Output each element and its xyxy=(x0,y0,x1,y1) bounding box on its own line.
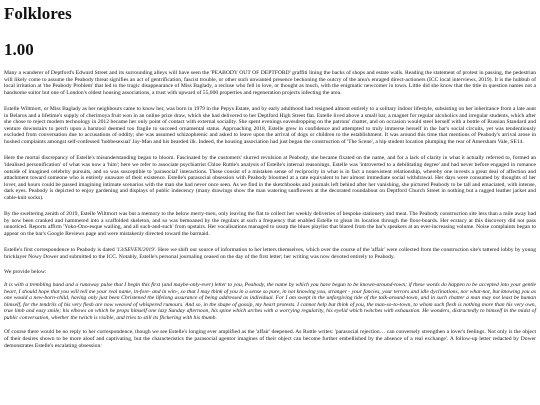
paragraph-misunderstanding: Here the mortal discrepancy of Estelle's misunderstanding began to bloom. Fascinated by the customers' slurred revulsion at Peabody, she became fixated on the name, and for a lack of clarity in what it actually referred to, formed an 'idealised personification' of what was now a 'him'; here we refer to associate psychiatrist Chloe Ruttle's analysis of Estelle's internal reasonings. Estelle was 'introverted to a debilitating degree' and had never before engaged in romance outside of imagined celebrity pursuits, and so was susceptible to 'parasocial' interactions. These consist of a mistaken sense of reciprocity in what is in fact a nonexistent relationship, whereby one invests a great deal of affection and attachment toward someone who is entirely unaware of their existence. Estelle's parasocial obsession with Peabody bloomed at a rate equivalent to her almost immediate social withdrawal. Her days were consumed by thoughts of her lover, and hours could be passed imagining intimate scenarios with the man she had never once seen. As we find in the sketchbooks and journals left behind after her vanishing, she pictured Peabody to be tall and emaciated, with intense, dark eyes. Peabody is depicted to enjoy gardening and displays of public indecency (many drawings show the man watering sunflowers at the decorated roundabout on Deptford Church Street in nothing but a ragged leather jacket and cable-knit socks). xyxy=(4,155,536,201)
paragraph-no-reply: Of course there would be no reply to her correspondence, though we see Estelle's longing ever amplified as the 'affair' deepened. As Ruttle writes: 'parasocial rejection… can conversely strengthen a lover's feelings. Not only is the object of their desires shown to be more aloof and captivating, but the characteristics the parasocial agentor imagines of their object can become further embellished by the absence of a real exchange'. A follow-up letter redacted by Dower demonstrates Estelle's escalating obsession: xyxy=(4,329,536,349)
letter-excerpt: It is with a trembling hand and a runaway pulse that I begin this first (and maybe-only-ever) letter to you, Peabody, the name by which you have begun to be known-around-town; if these words do happen to be accepted into your gentle heart, I should hope that you will tell me your real name, in-fore- and in win-, so that I may think of you in a sense so pure, in not knowing you, stranger - your fancies, your terrors and idle dyclinations, nor what-not, but knowing you as one would a new-born-child, having only just been Christened the lifelong assurance of being addressed as individual. For I am swept in the unforgiving tide of the talk-around-town, and in such chatter a man may not least be human himself, for the tendrils of his very flesh are now weaved of whispered rumours. And so, in the shape of gossip, my heart protests. I cannot help but think of you, the man-so-to-town, to whom such flesh is nothing more than his very own, true limb and easy smile; his elbows on which he props himself one lazy Sunday afternoon, his spine which arches with a worrying regularity, his eyelid which twitches with exhaustion. He wonders, distractedly to himself in the midst of public conversation, whether the twitch is visible, and tries to still its flickering with his thumb. xyxy=(4,282,536,321)
document-title: Folklores xyxy=(4,4,72,23)
paragraph-intro: Many a wanderer of Deptford's Edward Street and its surrounding alleys will have seen the 'PEABODY OUT OF DEPTFORD' graffiti lining the backs of shops and estate walls. Reading the statement of protest in passing, the pedestrian will likely come to assume the Peabody threat signifies an act of gentrification, fascist trouble, or other such unwanted presence beckoning the outcry of the area's enraged direct-actioners (ICC local interviews, 2019). It is the hubbub of local irritation at 'the Peabody Problem' that led to the tragic disappearance of Miss Baglady, a recluse who fell in love, or thought as much, with the enigmatic newcomer in town. Little did she know that the title in question names not a handsome suitor but one of London's oldest housing associations, a trust with upward of 55,000 properties and regeneration projects infecting the area. xyxy=(4,70,536,96)
correspondence-text-end: . Here we shift our source of information to her letters themselves, which over the course of the 'affair' were collected from the construction site's tattered lobby by young bricklayer Nowy Dower and submitted to the ICC. Notably, Estelle's personal journaling ceased on the day of the first letter; her writing was now devoted entirely to Peabody. xyxy=(4,247,536,261)
paragraph-zenith-2019: By the sweltering zenith of 2019, Estelle Wiltmort was but a memory to the below merry-men, only leaving the flat to collect her weekly deliveries of bespoke stationery and meat. The Peabody construction site less than a mile away had by now been cranked and hammered into a scaffolded skeleton, and so was bemoaned by the regulars at such a frequency that enabled Estelle to glean its location through the floor-boards. Her ecstacy at this discovery did not pass unnoticed. Reports affirm 'Yoko-Ono-esque wailing, and all such-and-such' from upstairs. Her vocalisations managed to usurp the blues playlist that blared from the bar's speakers at an ever-increasing volume. Noise complaints began to appear on the bar's Google Reviews page and were mistakenly directed toward the barmaid. xyxy=(4,211,536,237)
paragraph-estelle-background: Estelle Wiltmort, or Miss Baglady as her neighbours came to know her, was born in 1979 in the Pepys Estate, and by early adulthood had resigned almost entirely to a solitary indoor lifestyle, subsisting on her inheritance from a late aunt in Belarus and a lifetime's supply of cherimoya fruit won in an online prize draw, which she had delivered to her Deptford High Street flat. Estelle lived above a small bar, a magnet for regular alcoholics and irregular students, which after she chose to reject modern technology in 2012 became her only point of contact with external sociality. She spent evenings eavesdropping on the patrons' chatter, and on occasion would steel herself with a bottle of Russian Standard and venture downstairs to perch upon a barstool deemed too fragile to succeed ornamental status. Approaching 2018, Estelle grew in confidence and attempted to truly immerse herself in the bar's social circuits, yet was tendentiously excluded from conversation due to accusations of oddity; she was assumed schizophrenic and asked to leave upon the arrival of dogs or children to the establishment. It was around this time that mentions of Peabody's arrival arose in hushed complaints amongst self-confessed 'hobbesexual' Jay-Man and his bearded ilk. Indeed, the housing association had just began the construction of 'The Scene', a hip student location plumping the rear of Amersham Vale, SE14. xyxy=(4,106,536,145)
correspondence-text-start: Estelle's first correspondence to Peabody is dated xyxy=(4,247,117,254)
paragraph-first-correspondence xyxy=(4,247,536,260)
correspondence-date: '13/SEVEN/2019' xyxy=(116,247,156,254)
paragraph-we-provide: We provide below: xyxy=(4,268,47,275)
page-number: 1.00 xyxy=(4,40,34,59)
